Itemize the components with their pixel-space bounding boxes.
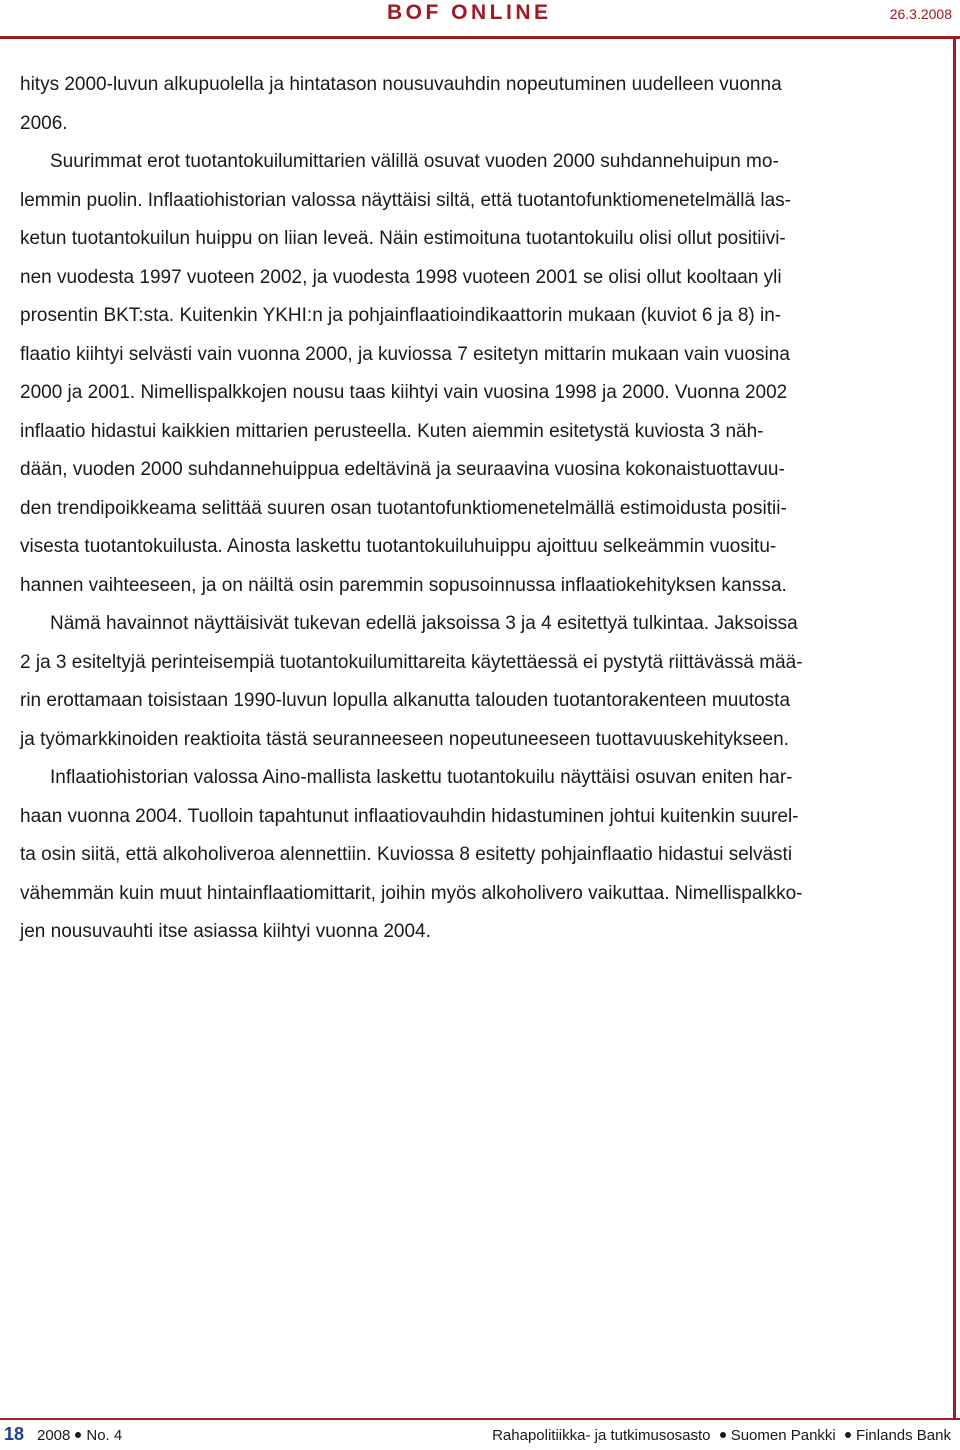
page-number: 18 xyxy=(4,1424,25,1444)
issue-info xyxy=(37,1426,122,1446)
bullet-icon xyxy=(720,1432,726,1438)
issue-year: 2008 xyxy=(37,1427,71,1444)
text-line: ketun tuotantokuilun huippu on liian leveä. Näin estimoituna tuotantokuilu olisi ollut positiivi- xyxy=(20,228,786,249)
text-line: flaatio kiihtyi selvästi vain vuonna 2000, ja kuviossa 7 esitetyn mittarin mukaan vain vuosina xyxy=(20,343,790,365)
header-divider xyxy=(0,36,960,39)
publication-date: 26.3.2008 xyxy=(889,6,952,22)
text-line: haan vuonna 2004. Tuolloin tapahtunut inflaatiovauhdin hidastuminen johtui kuitenkin suurel- xyxy=(20,805,799,827)
text-line: Suurimmat erot tuotantokuilumittarien välillä osuvat vuoden 2000 suhdannehuipun mo- xyxy=(50,151,779,172)
text-line: Inflaatiohistorian valossa Aino-mallista laskettu tuotantokuilu näyttäisi osuvan eniten har- xyxy=(50,767,793,788)
text-line: ja työmarkkinoiden reaktioita tästä seuranneeseen nopeutuneeseen tuottavuuskehitykseen. xyxy=(20,728,789,750)
text-line: jen nousuvauhti itse asiassa kiihtyi vuonna 2004. xyxy=(20,921,431,942)
text-line: dään, vuoden 2000 suhdannehuippua edeltävinä ja seuraavina vuosina kokonaistuottavuu- xyxy=(20,459,785,480)
bank-name-sv: Finlands Bank xyxy=(855,1427,951,1444)
text-line: inflaatio hidastui kaikkien mittarien perusteella. Kuten aiemmin esitetystä kuviosta 3 näh- xyxy=(20,420,764,442)
page-footer xyxy=(0,1424,960,1448)
text-line: prosentin BKT:sta. Kuitenkin YKHI:n ja pohjainflaatioindikaattorin mukaan (kuviot 6 ja 8) in- xyxy=(20,305,782,326)
text-line: lemmin puolin. Inflaatiohistorian valossa näyttäisi siltä, että tuotantofunktiomenetelmällä las- xyxy=(20,189,791,211)
text-line: vähemmän kuin muut hintainflaatiomittarit, joihin myös alkoholivero vaikuttaa. Nimellispalkko- xyxy=(20,882,803,904)
text-line: nen vuodesta 1997 vuoteen 2002, ja vuodesta 1998 vuoteen 2001 se olisi ollut kooltaan yli xyxy=(20,266,782,288)
bank-name-fi: Suomen Pankki xyxy=(730,1427,836,1444)
footer-divider xyxy=(0,1418,960,1420)
issue-number: No. 4 xyxy=(86,1427,123,1444)
text-line: 2000 ja 2001. Nimellispalkkojen nousu taas kiihtyi vain vuosina 1998 ja 2000. Vuonna 2002 xyxy=(20,382,788,403)
text-line: den trendipoikkeama selittää suuren osan tuotantofunktiomenetelmällä estimoidusta positii- xyxy=(20,497,787,519)
publisher-info xyxy=(492,1426,951,1446)
bullet-icon xyxy=(75,1432,81,1438)
text-line: rin erottamaan toisistaan 1990-luvun lopulla alkanutta talouden tuotantorakenteen muutosta xyxy=(20,690,791,711)
text-line: 2 ja 3 esiteltyjä perinteisempiä tuotantokuilumittareita käytettäessä ei pystytä riittävässä mää- xyxy=(20,651,803,673)
bullet-icon xyxy=(845,1432,851,1438)
text-line: visesta tuotantokuilusta. Ainosta laskettu tuotantokuiluhuippu ajoittuu selkeämmin vuositu- xyxy=(20,536,777,557)
publication-title: BOF ONLINE xyxy=(387,1,552,24)
department-name: Rahapolitiikka- ja tutkimusosasto xyxy=(492,1427,711,1444)
page-header xyxy=(0,0,960,38)
text-line: Nämä havainnot näyttäisivät tukevan edellä jaksoissa 3 ja 4 esitettyä tulkintaa. Jaksoissa xyxy=(50,613,798,634)
right-margin-divider xyxy=(953,36,956,1419)
article-body xyxy=(20,66,938,952)
text-line: hitys 2000-luvun alkupuolella ja hintatason nousuvauhdin nopeutuminen uudelleen vuonna xyxy=(20,74,782,95)
text-line: 2006. xyxy=(20,112,68,134)
text-line: ta osin siitä, että alkoholiveroa alennettiin. Kuviossa 8 esitetty pohjainflaatio hidastui selvästi xyxy=(20,844,793,865)
text-line: hannen vaihteeseen, ja on näiltä osin paremmin sopusoinnussa inflaatiokehityksen kanssa. xyxy=(20,574,787,596)
